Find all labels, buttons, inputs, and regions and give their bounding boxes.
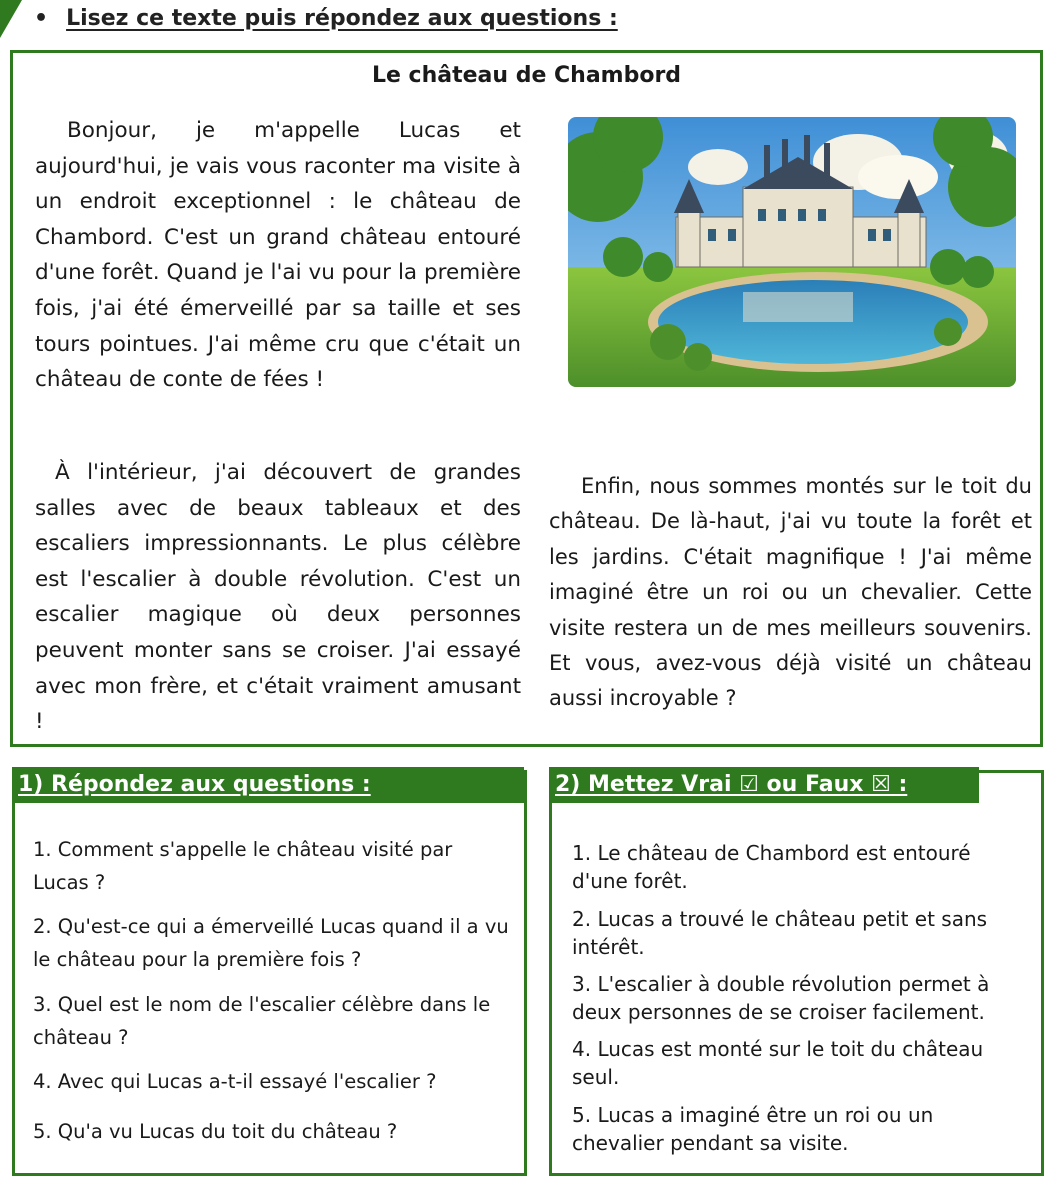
- statement-5: 5. Lucas a imaginé être un roi ou un chevalier pendant sa visite.: [572, 1103, 934, 1155]
- questions-heading-text: 1) Répondez aux questions :: [18, 772, 371, 797]
- reading-text-box: [10, 50, 1043, 747]
- paragraph-2: À l'intérieur, j'ai découvert de grandes salles avec de beaux tableaux et des escaliers impressionnants. Le plus célèbre est l'escalier à double révolution. C'est un escalier magique où deux personnes peuvent monter sans se croiser. J'ai essayé avec mon frère, et c'était vraiment amusant !: [35, 460, 521, 735]
- instruction-text: Lisez ce texte puis répondez aux questions :: [66, 6, 618, 31]
- question-1: 1. Comment s'appelle le château visité par Lucas ?: [33, 838, 453, 894]
- statement-3: 3. L'escalier à double révolution permet à deux personnes de se croiser facilement.: [572, 972, 990, 1024]
- paragraph-1: Bonjour, je m'appelle Lucas et aujourd'hui, je vais vous raconter ma visite à un endroit exceptionnel : le château de Chambord. C'est un grand château entouré d'une forêt. Quand je l'ai vu pour la première fois, j'ai été émerveillé par sa taille et ses tours pointues. J'ai même cru que c'était un château de conte de fées !: [35, 118, 521, 393]
- bullet: •: [34, 6, 49, 31]
- statement-1: 1. Le château de Chambord est entouré d'une forêt.: [572, 841, 971, 893]
- question-2: 2. Qu'est-ce qui a émerveillé Lucas quand il a vu le château pour la première fois ?: [33, 915, 509, 971]
- instruction-heading: [34, 6, 618, 31]
- questions-heading: [12, 767, 524, 803]
- corner-decoration: [0, 0, 22, 38]
- true-false-box: [549, 770, 1044, 1176]
- chambord-castle-image: [568, 117, 1016, 387]
- statement-4: 4. Lucas est monté sur le toit du château seul.: [572, 1037, 984, 1089]
- question-3: 3. Quel est le nom de l'escalier célèbre dans le château ?: [33, 993, 491, 1049]
- text-title: Le château de Chambord: [371, 63, 682, 88]
- true-false-heading-text: 2) Mettez Vrai ☑ ou Faux ☒ :: [555, 772, 908, 797]
- question-5: 5. Qu'a vu Lucas du toit du château ?: [33, 1120, 398, 1143]
- questions-box: [12, 770, 527, 1176]
- true-false-heading: [549, 767, 979, 803]
- question-4: 4. Avec qui Lucas a-t-il essayé l'escalier ?: [33, 1070, 437, 1093]
- paragraph-3: Enfin, nous sommes montés sur le toit du château. De là-haut, j'ai vu toute la forêt et les jardins. C'était magnifique ! J'ai même imaginé être un roi ou un chevalier. Cette visite restera un de mes meilleurs souvenirs. Et vous, avez-vous déjà visité un château aussi incroyable ?: [549, 474, 1032, 711]
- statement-2: 2. Lucas a trouvé le château petit et sans intérêt.: [572, 907, 988, 959]
